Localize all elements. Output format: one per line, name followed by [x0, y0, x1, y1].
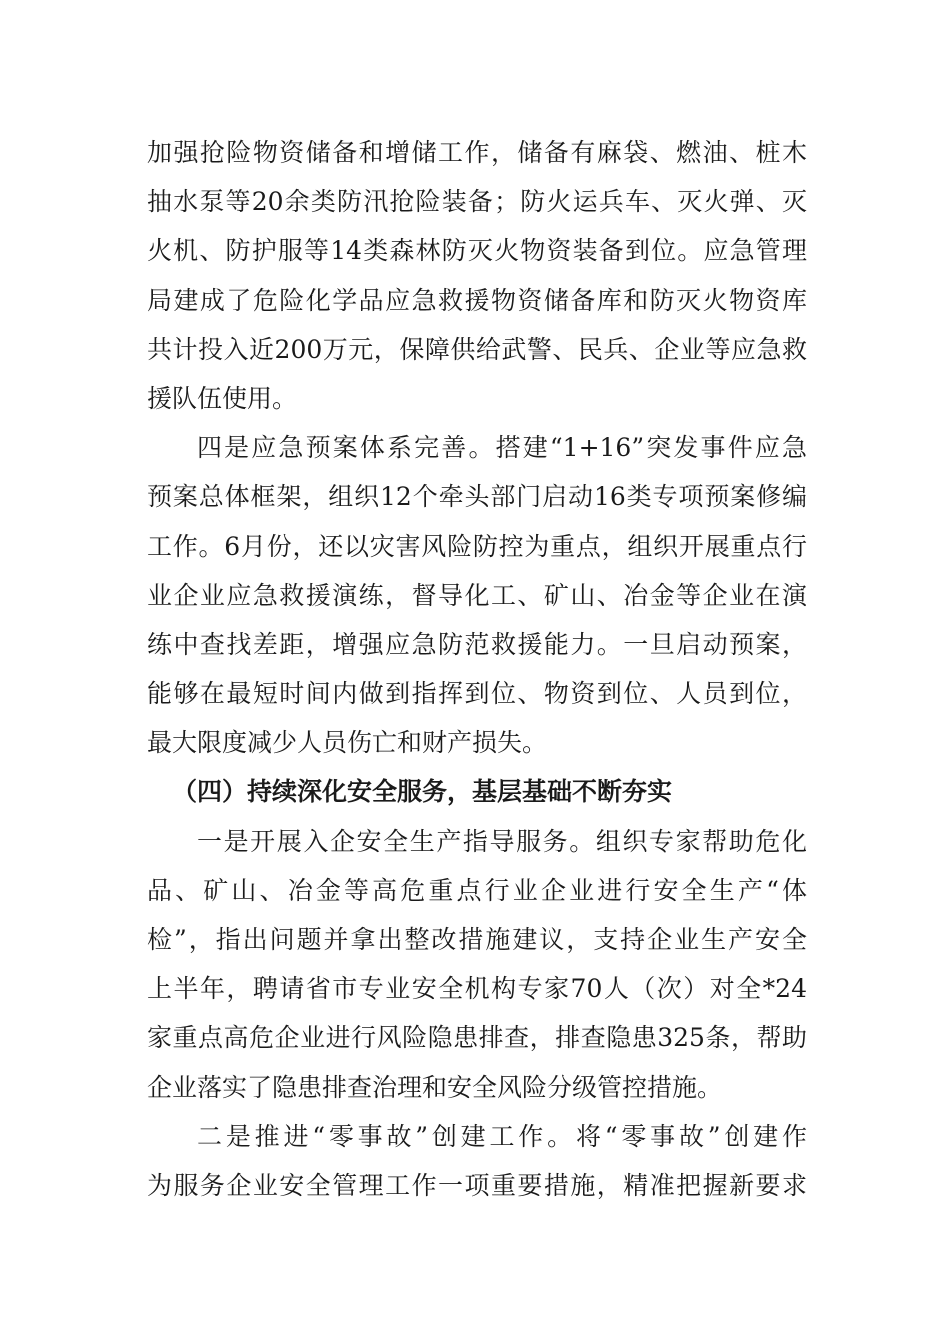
text-line: 加强抢险物资储备和增储工作，储备有麻袋、燃油、桩木 — [147, 138, 807, 167]
text-line: 能够在最短时间内做到指挥到位、物资到位、人员到位， — [147, 679, 807, 709]
text-line: 业企业应急救援演练，督导化工、矿山、冶金等企业在演 — [147, 580, 807, 610]
section-heading: （四）持续深化安全服务，基层基础不断夯实 — [172, 777, 673, 807]
text-line: 品、矿山、冶金等高危重点行业企业进行安全生产“体 — [147, 875, 807, 905]
text-line: 抽水泵等20余类防汛抢险装备；防火运兵车、灭火弹、灭 — [147, 187, 807, 217]
text-line: 练中查找差距，增强应急防范救援能力。一旦启动预案， — [147, 629, 807, 659]
text-line: 检”，指出问题并拿出整改措施建议，支持企业生产安全 — [147, 925, 807, 954]
paragraph-start-line: 二是推进“零事故”创建工作。将“零事故”创建作 — [197, 1121, 807, 1151]
paragraph-start-line: 四是应急预案体系完善。搭建“1+16”突发事件应急 — [197, 433, 807, 463]
document-body — [147, 128, 807, 1210]
text-line: 预案总体框架，组织12个牵头部门启动16类专项预案修编 — [147, 482, 807, 512]
text-line: 上半年，聘请省市专业安全机构专家70人（次）对全*24 — [147, 974, 807, 1004]
text-line: 火机、防护服等14类森林防灭火物资装备到位。应急管理 — [147, 236, 807, 266]
text-line: 为服务企业安全管理工作一项重要措施，精准把握新要求 — [147, 1170, 807, 1200]
text-line: 最大限度减少人员伤亡和财产损失。 — [147, 728, 548, 758]
text-line: 企业落实了隐患排查治理和安全风险分级管控措施。 — [147, 1072, 723, 1102]
text-line: 援队伍使用。 — [147, 383, 298, 413]
text-line: 局建成了危险化学品应急救援物资储备库和防灭火物资库 — [147, 285, 807, 315]
text-line: 家重点高危企业进行风险隐患排查，排查隐患325条，帮助 — [147, 1023, 807, 1053]
paragraph-start-line: 一是开展入企安全生产指导服务。组织专家帮助危化 — [197, 826, 807, 856]
text-line: 工作。6月份，还以灾害风险防控为重点，组织开展重点行 — [147, 531, 807, 561]
text-line: 共计投入近200万元，保障供给武警、民兵、企业等应急救 — [147, 334, 807, 364]
